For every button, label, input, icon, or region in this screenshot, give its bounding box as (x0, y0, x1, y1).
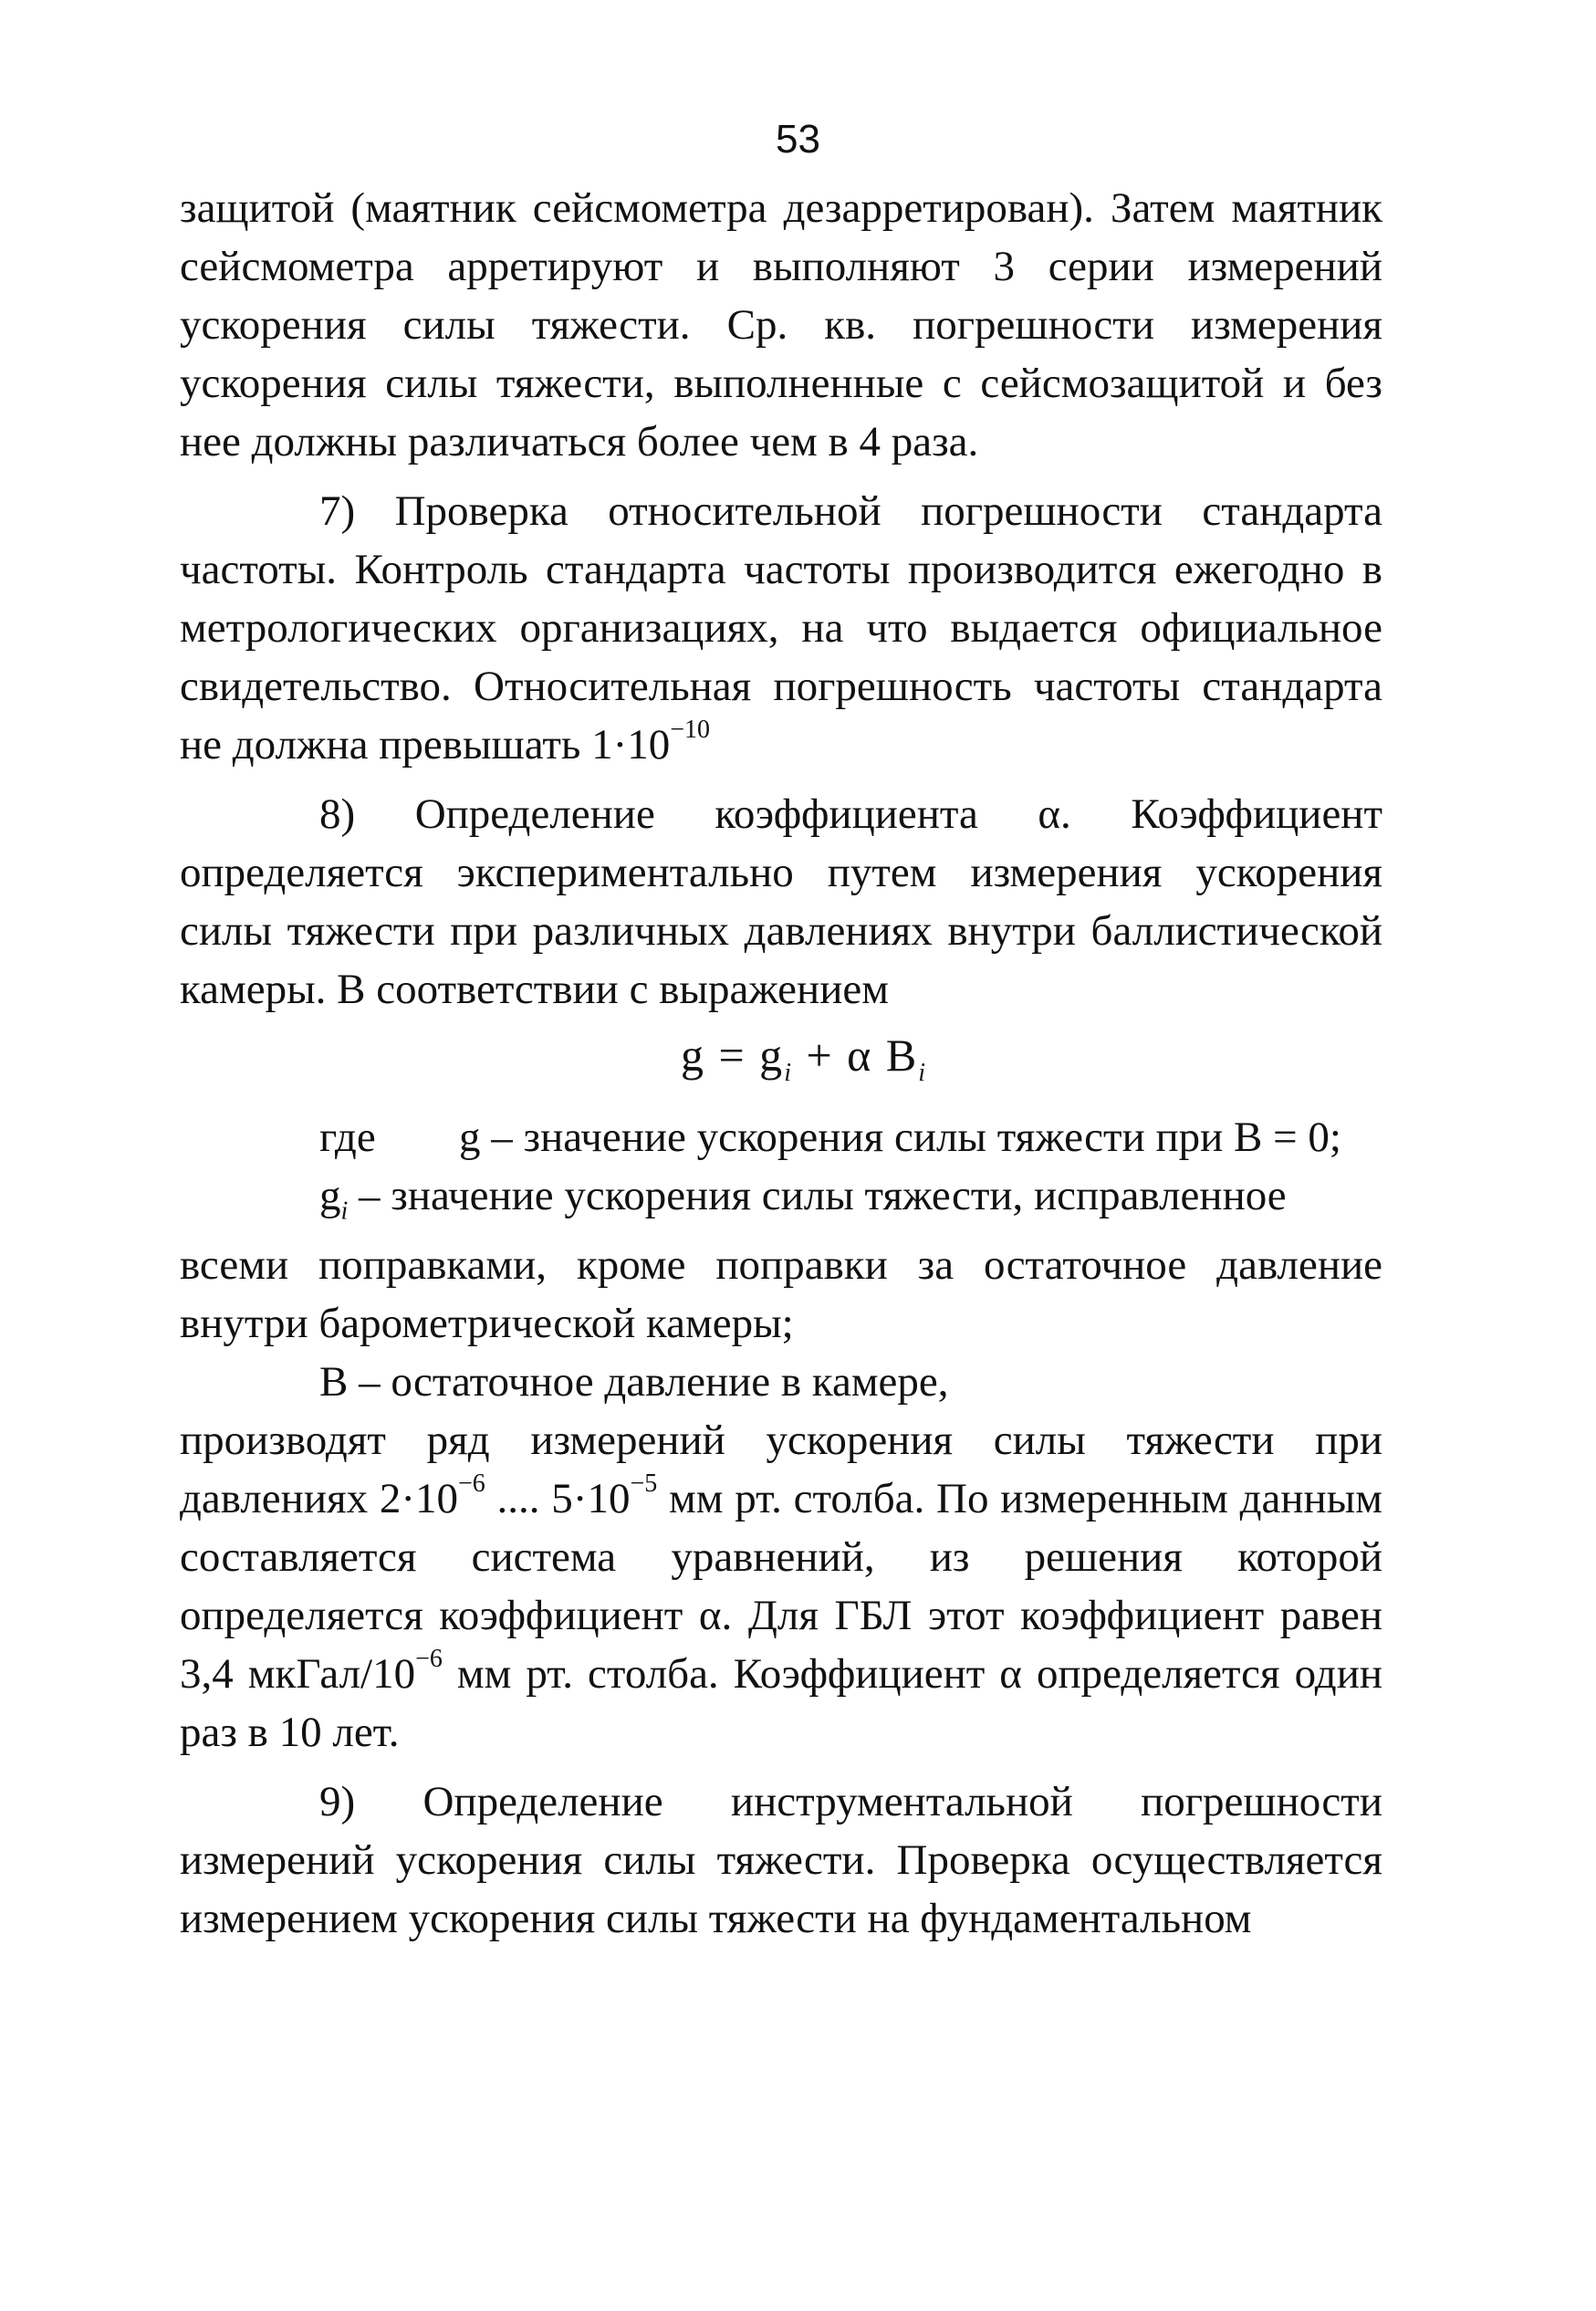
paragraph-pressure-measurements (180, 1411, 1382, 1762)
definition-gi-continuation: всеми поправками, кроме поправки за остаточное давление внутри барометрической камеры; (180, 1241, 1382, 1347)
pressure-exponent-1: −6 (458, 1469, 485, 1499)
pressure-text-1: производят ряд измерений ускорения силы тяжести при давлениях 2·10 (180, 1417, 1382, 1522)
paragraph-seismic-protection: защитой (маятник сейсмометра дезарретирован). Затем маятник сейсмометра арретируют и выполняют 3 серии измерений ускорения силы тяжести. Ср. кв. погрешности измерения ускорения силы тяжести, выполненные с сейсмозащитой и без нее должны различаться более чем в 4 раза. (180, 184, 1382, 465)
frequency-exponent: −10 (670, 716, 711, 745)
page-number: 53 (776, 117, 820, 162)
pressure-text-2: .... 5·10 (485, 1475, 631, 1522)
paragraph-frequency-standard (180, 482, 1382, 774)
formula-sub-i-1: i (784, 1059, 793, 1087)
definition-gi-symbol: g (319, 1172, 341, 1219)
definition-b: B – остаточное давление в камере, (319, 1358, 949, 1406)
formula-lhs: g = g (680, 1030, 785, 1081)
pressure-text-3: мм рт. столба. По измеренным данным составляется система уравнений, из решения которой определяется коэффициент α. Для ГБЛ этот коэффициент равен 3,4 мкГал/10 (180, 1475, 1382, 1698)
paragraph-alpha-coefficient: 8) Определение коэффициента α. Коэффициент определяется экспериментально путем измерения ускорения силы тяжести при различных давлениях внутри баллистической камеры. В соответствии с выражением (180, 790, 1382, 1013)
formula-sub-i-2: i (918, 1059, 927, 1087)
pressure-text-4: мм рт. столба. Коэффициент α определяется один раз в 10 лет. (180, 1650, 1382, 1756)
paragraph-instrumental-error: 9) Определение инструментальной погрешности измерений ускорения силы тяжести. Проверка осуществляется измерением ускорения силы тяжести на фундаментальном (180, 1778, 1382, 1942)
definition-g (180, 1108, 1382, 1166)
definition-g-text: g – значение ускорения силы тяжести при B = 0; (459, 1114, 1341, 1161)
definition-gi (180, 1166, 1382, 1225)
frequency-standard-text: 7) Проверка относительной погрешности стандарта частоты. Контроль стандарта частоты производится ежегодно в метрологических организациях, на что выдается официальное свидетельство. Относительная погрешность частоты стандарта не должна превышать 1·10 (180, 487, 1382, 769)
formula-gravity-correction (180, 1026, 1382, 1087)
formula-mid: + α B (792, 1030, 919, 1081)
definition-gi-text: – значение ускорения силы тяжести, исправленное (348, 1172, 1287, 1219)
definition-gi-sub: i (340, 1197, 349, 1226)
where-label: где (319, 1114, 376, 1161)
document-body (180, 179, 1382, 1948)
pressure-exponent-2: −5 (630, 1469, 658, 1499)
pressure-exponent-3: −6 (415, 1645, 443, 1674)
